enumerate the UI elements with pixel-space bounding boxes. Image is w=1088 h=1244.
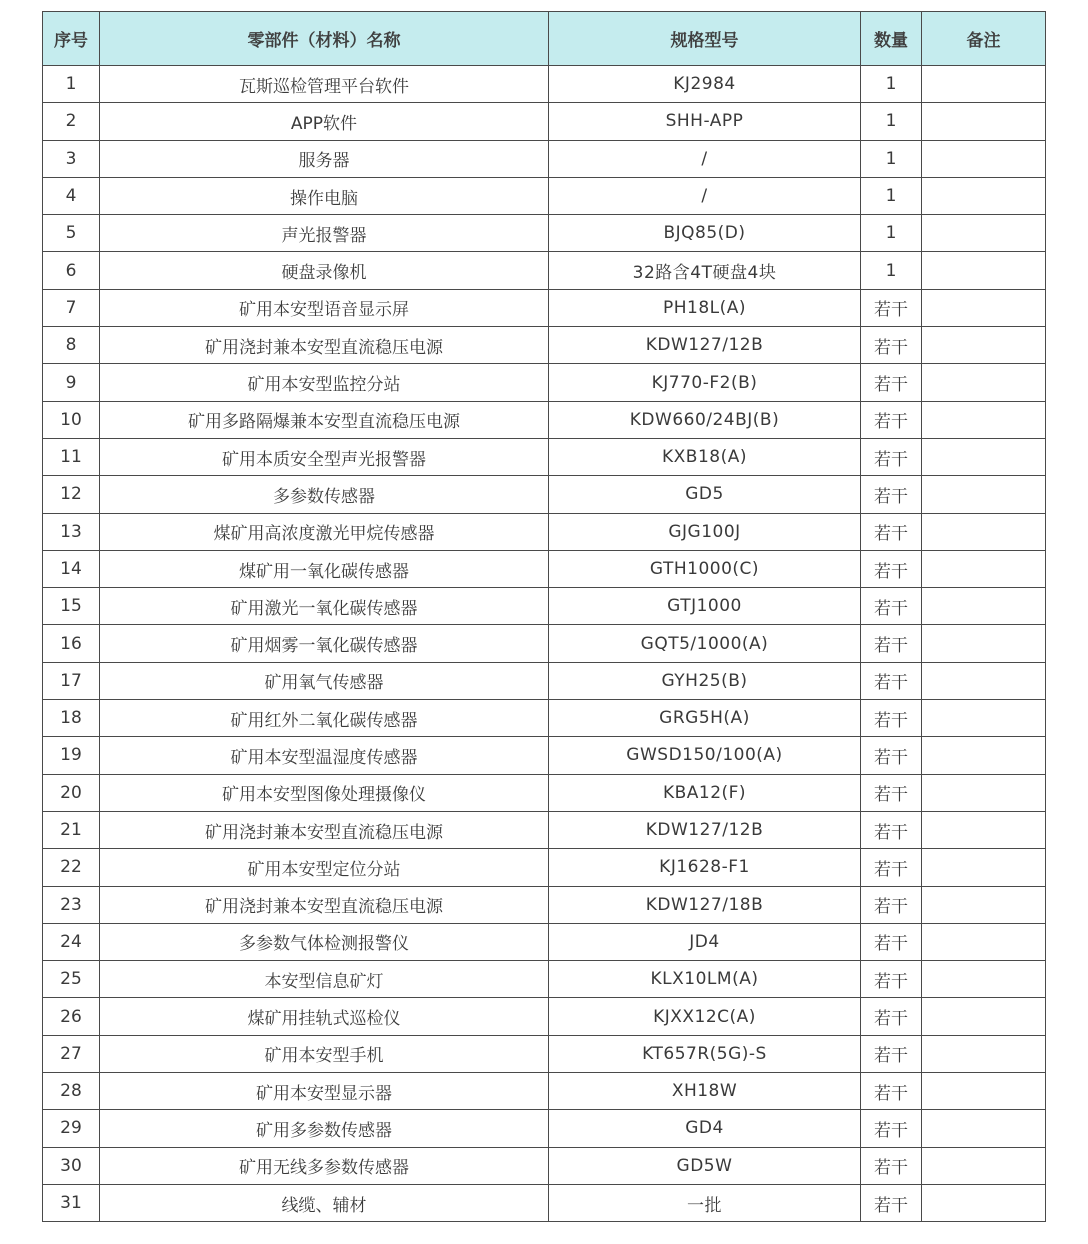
cell-remark [922,66,1046,103]
cell-model: KJXX12C(A) [549,998,861,1035]
cell-name: 矿用本安型定位分站 [100,849,549,886]
header-qty: 数量 [861,12,922,66]
cell-qty: 1 [861,252,922,289]
cell-qty: 若干 [861,1035,922,1072]
cell-qty: 若干 [861,401,922,438]
cell-model: GTJ1000 [549,588,861,625]
cell-name: 矿用本安型显示器 [100,1073,549,1110]
cell-model: JD4 [549,923,861,960]
cell-model: GD5W [549,1147,861,1184]
cell-qty: 若干 [861,998,922,1035]
cell-name: 操作电脑 [100,177,549,214]
cell-no: 27 [43,1035,100,1072]
table-row [43,1184,1046,1221]
cell-remark [922,476,1046,513]
cell-name: 瓦斯巡检管理平台软件 [100,66,549,103]
table-row [43,662,1046,699]
cell-name: 矿用本安型语音显示屏 [100,289,549,326]
cell-remark [922,438,1046,475]
cell-qty: 若干 [861,438,922,475]
cell-name: 矿用激光一氧化碳传感器 [100,588,549,625]
cell-remark [922,1073,1046,1110]
cell-no: 10 [43,401,100,438]
cell-no: 9 [43,364,100,401]
table-row [43,289,1046,326]
cell-no: 16 [43,625,100,662]
cell-no: 15 [43,588,100,625]
cell-qty: 1 [861,215,922,252]
table-row [43,737,1046,774]
cell-no: 3 [43,140,100,177]
cell-no: 29 [43,1110,100,1147]
cell-name: APP软件 [100,103,549,140]
cell-model: KJ1628-F1 [549,849,861,886]
cell-qty: 若干 [861,700,922,737]
cell-qty: 若干 [861,625,922,662]
cell-qty: 若干 [861,923,922,960]
cell-name: 硬盘录像机 [100,252,549,289]
cell-no: 24 [43,923,100,960]
cell-name: 矿用无线多参数传感器 [100,1147,549,1184]
cell-no: 12 [43,476,100,513]
cell-model: KBA12(F) [549,774,861,811]
cell-qty: 若干 [861,774,922,811]
table-row [43,401,1046,438]
cell-qty: 若干 [861,1110,922,1147]
cell-model: KDW127/18B [549,886,861,923]
table-row [43,177,1046,214]
cell-name: 矿用多参数传感器 [100,1110,549,1147]
cell-no: 17 [43,662,100,699]
cell-model: GD4 [549,1110,861,1147]
cell-no: 4 [43,177,100,214]
cell-qty: 若干 [861,550,922,587]
cell-remark [922,364,1046,401]
cell-remark [922,811,1046,848]
cell-no: 21 [43,811,100,848]
table-row [43,961,1046,998]
table-row [43,1073,1046,1110]
cell-remark [922,886,1046,923]
cell-qty: 若干 [861,1184,922,1221]
cell-no: 5 [43,215,100,252]
cell-model: GQT5/1000(A) [549,625,861,662]
cell-no: 13 [43,513,100,550]
cell-no: 6 [43,252,100,289]
cell-no: 30 [43,1147,100,1184]
cell-no: 25 [43,961,100,998]
cell-remark [922,289,1046,326]
cell-name: 矿用本安型监控分站 [100,364,549,401]
cell-model: GYH25(B) [549,662,861,699]
cell-qty: 若干 [861,737,922,774]
cell-name: 矿用本安型手机 [100,1035,549,1072]
table-row [43,588,1046,625]
table-row [43,625,1046,662]
cell-no: 22 [43,849,100,886]
header-name: 零部件（材料）名称 [100,12,549,66]
cell-name: 煤矿用一氧化碳传感器 [100,550,549,587]
cell-no: 18 [43,700,100,737]
cell-name: 矿用浇封兼本安型直流稳压电源 [100,811,549,848]
table-row [43,252,1046,289]
cell-remark [922,550,1046,587]
table-row [43,513,1046,550]
cell-remark [922,215,1046,252]
cell-no: 23 [43,886,100,923]
cell-qty: 若干 [861,886,922,923]
cell-no: 19 [43,737,100,774]
cell-remark [922,103,1046,140]
cell-qty: 若干 [861,289,922,326]
cell-remark [922,513,1046,550]
cell-model: KLX10LM(A) [549,961,861,998]
cell-model: GTH1000(C) [549,550,861,587]
cell-no: 28 [43,1073,100,1110]
cell-qty: 若干 [861,811,922,848]
cell-no: 7 [43,289,100,326]
table-row [43,700,1046,737]
cell-name: 多参数传感器 [100,476,549,513]
cell-remark [922,625,1046,662]
cell-qty: 1 [861,140,922,177]
cell-qty: 1 [861,177,922,214]
cell-name: 本安型信息矿灯 [100,961,549,998]
cell-qty: 若干 [861,476,922,513]
cell-model: KDW660/24BJ(B) [549,401,861,438]
cell-model: GD5 [549,476,861,513]
table-row [43,364,1046,401]
table-row [43,327,1046,364]
table-row [43,998,1046,1035]
cell-name: 矿用本安型图像处理摄像仪 [100,774,549,811]
table-row [43,811,1046,848]
cell-name: 煤矿用高浓度激光甲烷传感器 [100,513,549,550]
cell-model: 32路含4T硬盘4块 [549,252,861,289]
table-row [43,476,1046,513]
cell-qty: 1 [861,66,922,103]
table-row [43,1035,1046,1072]
cell-remark [922,700,1046,737]
cell-model: SHH-APP [549,103,861,140]
cell-remark [922,177,1046,214]
table-row [43,140,1046,177]
cell-name: 矿用多路隔爆兼本安型直流稳压电源 [100,401,549,438]
cell-remark [922,588,1046,625]
cell-remark [922,662,1046,699]
cell-model: XH18W [549,1073,861,1110]
table-row [43,923,1046,960]
table-row [43,550,1046,587]
cell-model: / [549,177,861,214]
cell-model: KJ2984 [549,66,861,103]
table-row [43,1110,1046,1147]
cell-name: 煤矿用挂轨式巡检仪 [100,998,549,1035]
cell-remark [922,401,1046,438]
cell-remark [922,252,1046,289]
table-row [43,438,1046,475]
table-row [43,103,1046,140]
cell-model: / [549,140,861,177]
cell-model: KXB18(A) [549,438,861,475]
table-row [43,774,1046,811]
cell-name: 矿用浇封兼本安型直流稳压电源 [100,886,549,923]
cell-model: KT657R(5G)-S [549,1035,861,1072]
cell-remark [922,737,1046,774]
cell-no: 20 [43,774,100,811]
cell-remark [922,849,1046,886]
cell-model: GWSD150/100(A) [549,737,861,774]
cell-name: 矿用浇封兼本安型直流稳压电源 [100,327,549,364]
cell-name: 服务器 [100,140,549,177]
table-row [43,66,1046,103]
cell-remark [922,1147,1046,1184]
cell-model: GRG5H(A) [549,700,861,737]
cell-model: KDW127/12B [549,811,861,848]
cell-remark [922,1110,1046,1147]
cell-no: 1 [43,66,100,103]
cell-qty: 若干 [861,961,922,998]
cell-qty: 1 [861,103,922,140]
cell-no: 11 [43,438,100,475]
cell-name: 多参数气体检测报警仪 [100,923,549,960]
cell-remark [922,1035,1046,1072]
cell-no: 26 [43,998,100,1035]
cell-remark [922,327,1046,364]
cell-remark [922,774,1046,811]
table-row [43,215,1046,252]
cell-name: 矿用本质安全型声光报警器 [100,438,549,475]
cell-model: KJ770-F2(B) [549,364,861,401]
table-header-row [43,12,1046,66]
table-row [43,1147,1046,1184]
cell-remark [922,961,1046,998]
header-remark: 备注 [922,12,1046,66]
cell-no: 31 [43,1184,100,1221]
cell-no: 8 [43,327,100,364]
cell-no: 2 [43,103,100,140]
cell-qty: 若干 [861,1073,922,1110]
cell-no: 14 [43,550,100,587]
header-no: 序号 [43,12,100,66]
cell-model: BJQ85(D) [549,215,861,252]
cell-model: GJG100J [549,513,861,550]
cell-qty: 若干 [861,662,922,699]
cell-remark [922,140,1046,177]
cell-qty: 若干 [861,1147,922,1184]
cell-model: KDW127/12B [549,327,861,364]
cell-model: 一批 [549,1184,861,1221]
cell-qty: 若干 [861,327,922,364]
cell-remark [922,998,1046,1035]
table-row [43,849,1046,886]
cell-qty: 若干 [861,513,922,550]
cell-name: 声光报警器 [100,215,549,252]
cell-qty: 若干 [861,588,922,625]
cell-qty: 若干 [861,364,922,401]
table-body [43,66,1046,1222]
cell-name: 矿用本安型温湿度传感器 [100,737,549,774]
cell-name: 矿用烟雾一氧化碳传感器 [100,625,549,662]
parts-list-table [42,11,1046,1222]
cell-qty: 若干 [861,849,922,886]
table-row [43,886,1046,923]
cell-name: 矿用氧气传感器 [100,662,549,699]
cell-remark [922,1184,1046,1221]
header-model: 规格型号 [549,12,861,66]
cell-remark [922,923,1046,960]
cell-name: 线缆、辅材 [100,1184,549,1221]
cell-model: PH18L(A) [549,289,861,326]
cell-name: 矿用红外二氧化碳传感器 [100,700,549,737]
